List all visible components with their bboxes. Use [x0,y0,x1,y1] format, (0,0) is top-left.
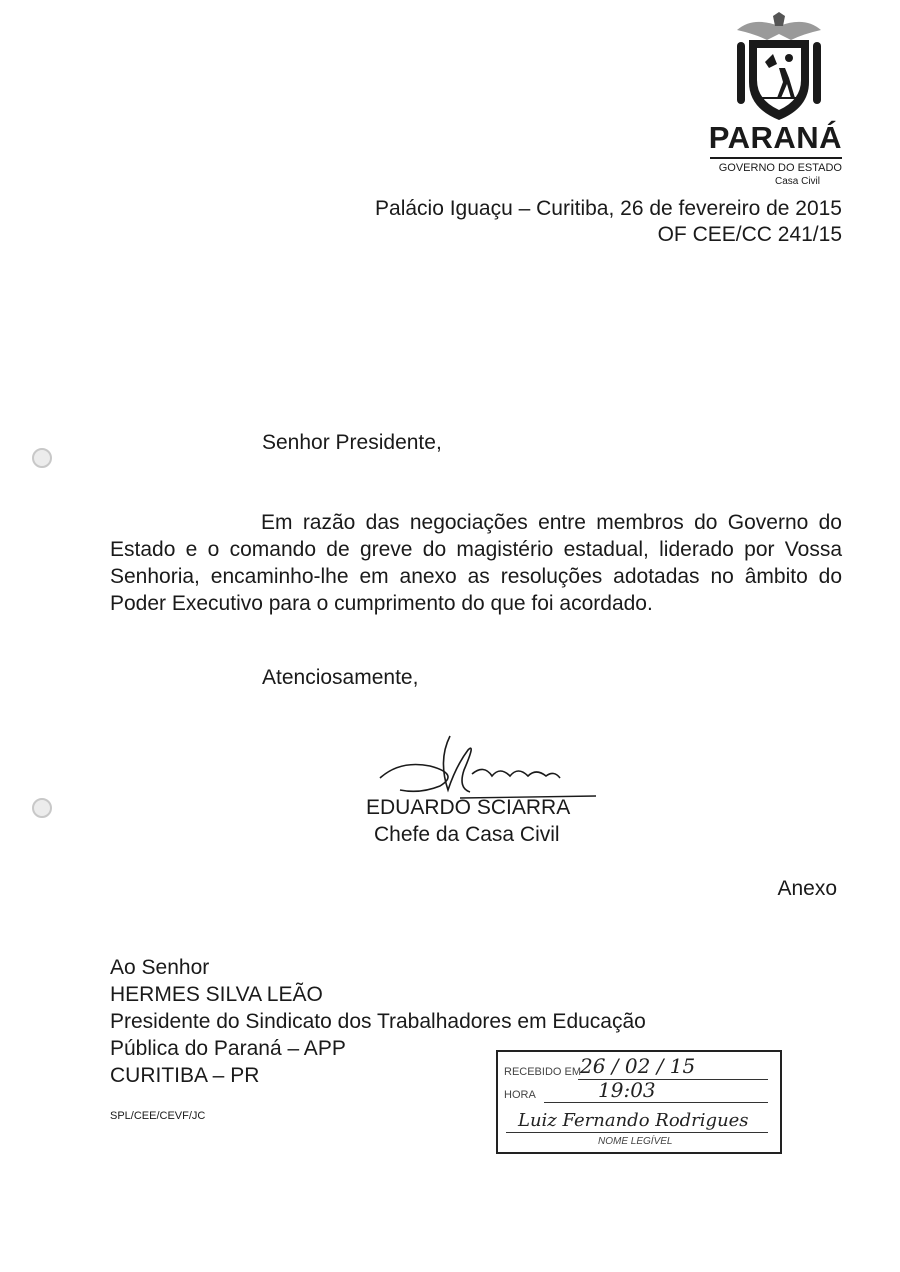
received-label: RECEBIDO EM [504,1066,582,1078]
punch-hole-top [32,448,52,468]
name-label: NOME LEGÍVEL [598,1136,673,1147]
office-number: OF CEE/CC 241/15 [657,223,842,246]
enclosure: Anexo [777,877,837,900]
recipient-title: Presidente do Sindicato dos Trabalhadores em Educação [110,1010,646,1033]
closing: Atenciosamente, [262,666,419,689]
reference-code: SPL/CEE/CEVF/JC [110,1110,206,1122]
letterhead-divider [710,157,842,159]
letter-body: Em razão das negociações entre membros do Governo do Estado e o comando de greve do magistério estadual, liderado por Vossa Senhoria, encaminho-lhe em anexo as resoluções adotadas no âmbito do Poder Executivo para o cumprimento do que foi acordado. [110,511,842,615]
letterhead-department: Casa Civil [774,176,820,187]
signature [360,730,600,800]
signatory-name: EDUARDO SCIARRA [366,796,571,819]
received-date: 26 / 02 / 15 [580,1054,696,1078]
time-value: 19:03 [598,1078,656,1102]
letterhead-government: GOVERNO DO ESTADO [718,162,842,174]
coat-of-arms-emblem [733,12,825,124]
recipient-line-1: Ao Senhor [110,956,210,979]
receipt-stamp [496,1050,782,1154]
recipient-name: HERMES SILVA LEÃO [110,983,323,1006]
recipient-organization: Pública do Paraná – APP [110,1037,346,1060]
signatory-title: Chefe da Casa Civil [374,823,560,846]
punch-hole-bottom [32,798,52,818]
time-label: HORA [504,1089,536,1101]
letterhead-brand: PARANÁ [708,120,842,155]
recipient-city: CURITIBA – PR [110,1064,260,1087]
recipient-handwritten-name: Luiz Fernando Rodrigues [518,1110,749,1131]
salutation: Senhor Presidente, [262,431,442,454]
dateline: Palácio Iguaçu – Curitiba, 26 de fevereiro de 2015 [375,197,842,220]
